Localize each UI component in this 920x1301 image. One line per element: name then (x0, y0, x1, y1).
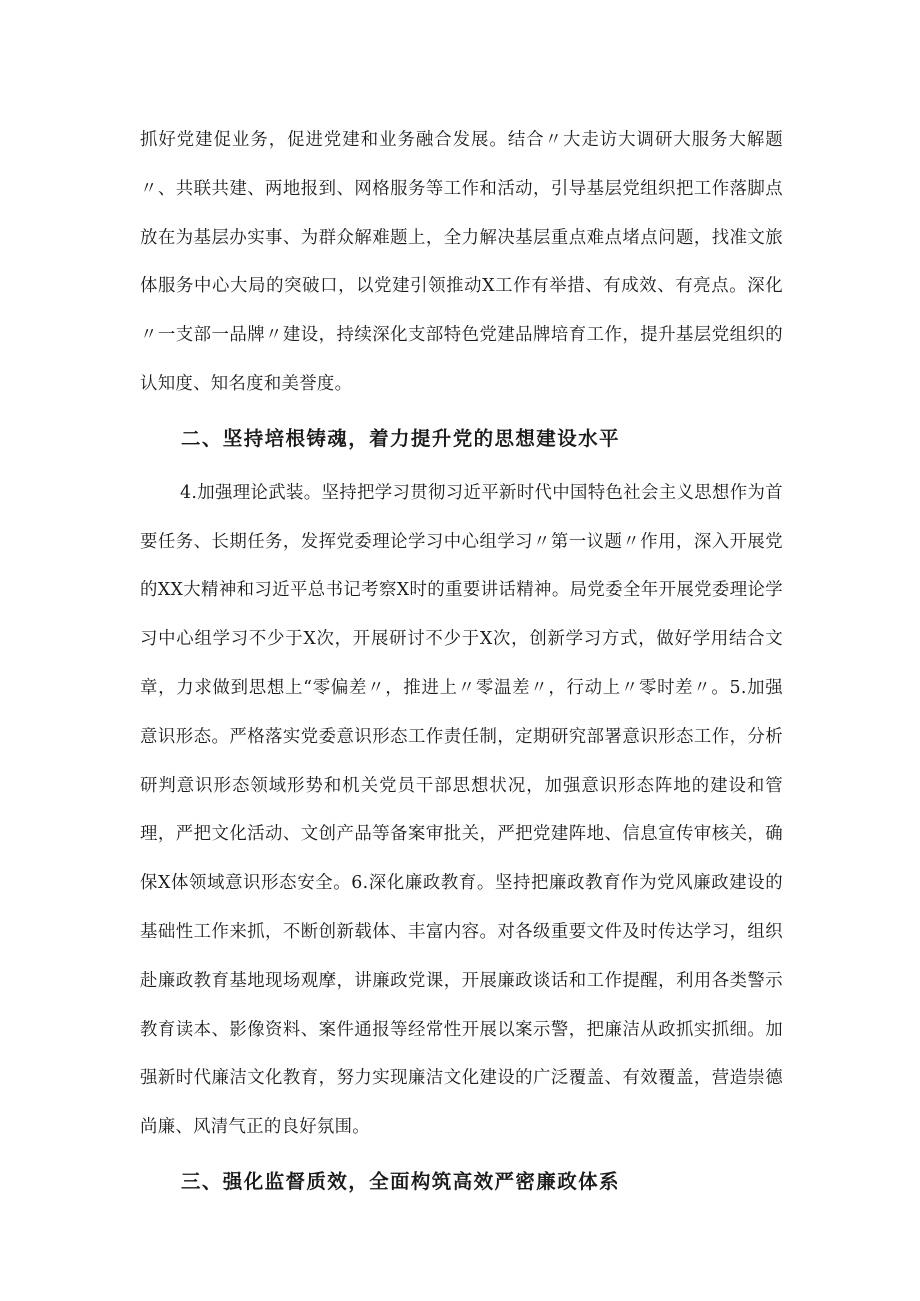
paragraph-theory-ideology-integrity: 4.加强理论武装。坚持把学习贯彻习近平新时代中国特色社会主义思想作为首要任务、长期任务，发挥党委理论学习中心组学习〃第一议题〃作用，深入开展党的XX大精神和习近平总书记考察X时的重要讲话精神。局党委全年开展党委理论学习中心组学习不少于X次，开展研讨不少于X次，创新学习方式，做好学用结合文章，力求做到思想上“零偏差〃，推进上〃零温差〃，行动上〃零时差〃。5.加强意识形态。严格落实党委意识形态工作责任制，定期研究部署意识形态工作，分析研判意识形态领域形势和机关党员干部思想状况，加强意识形态阵地的建设和管理，严把文化活动、文创产品等备案审批关，严把党建阵地、信息宣传审核关，确保X体领域意识形态安全。6.深化廉政教育。坚持把廉政教育作为党风廉政建设的基础性工作来抓，不断创新载体、丰富内容。对各级重要文件及时传达学习，组织赴廉政教育基地现场观摩，讲廉政党课，开展廉政谈话和工作提醒，利用各类警示教育读本、影像资料、案件通报等经常性开展以案示警，把廉洁从政抓实抓细。加强新时代廉洁文化教育，努力实现廉洁文化建设的广泛覆盖、有效覆盖，营造崇德尚廉、风清气正的良好氛围。 (140, 482, 783, 1138)
paragraph-party-building-business: 抓好党建促业务，促进党建和业务融合发展。结合〃大走访大调研大服务大解题〃、共联共建、两地报到、网格服务等工作和活动，引导基层党组织把工作落脚点放在为基层办实事、为群众解难题上，全力解决基层重点难点堵点问题，找准文旅体服务中心大局的突破口，以党建引领推动X工作有举措、有成效、有亮点。深化〃一支部一品牌〃建设，持续深化支部特色党建品牌培育工作，提升基层党组织的认知度、知名度和美誉度。 (140, 130, 783, 394)
document-body (140, 116, 783, 1210)
section-heading-2: 二、坚持培根铸魂，着力提升党的思想建设水平 (181, 426, 620, 450)
section-heading-3: 三、强化监督质效，全面构筑高效严密廉政体系 (181, 1169, 620, 1193)
